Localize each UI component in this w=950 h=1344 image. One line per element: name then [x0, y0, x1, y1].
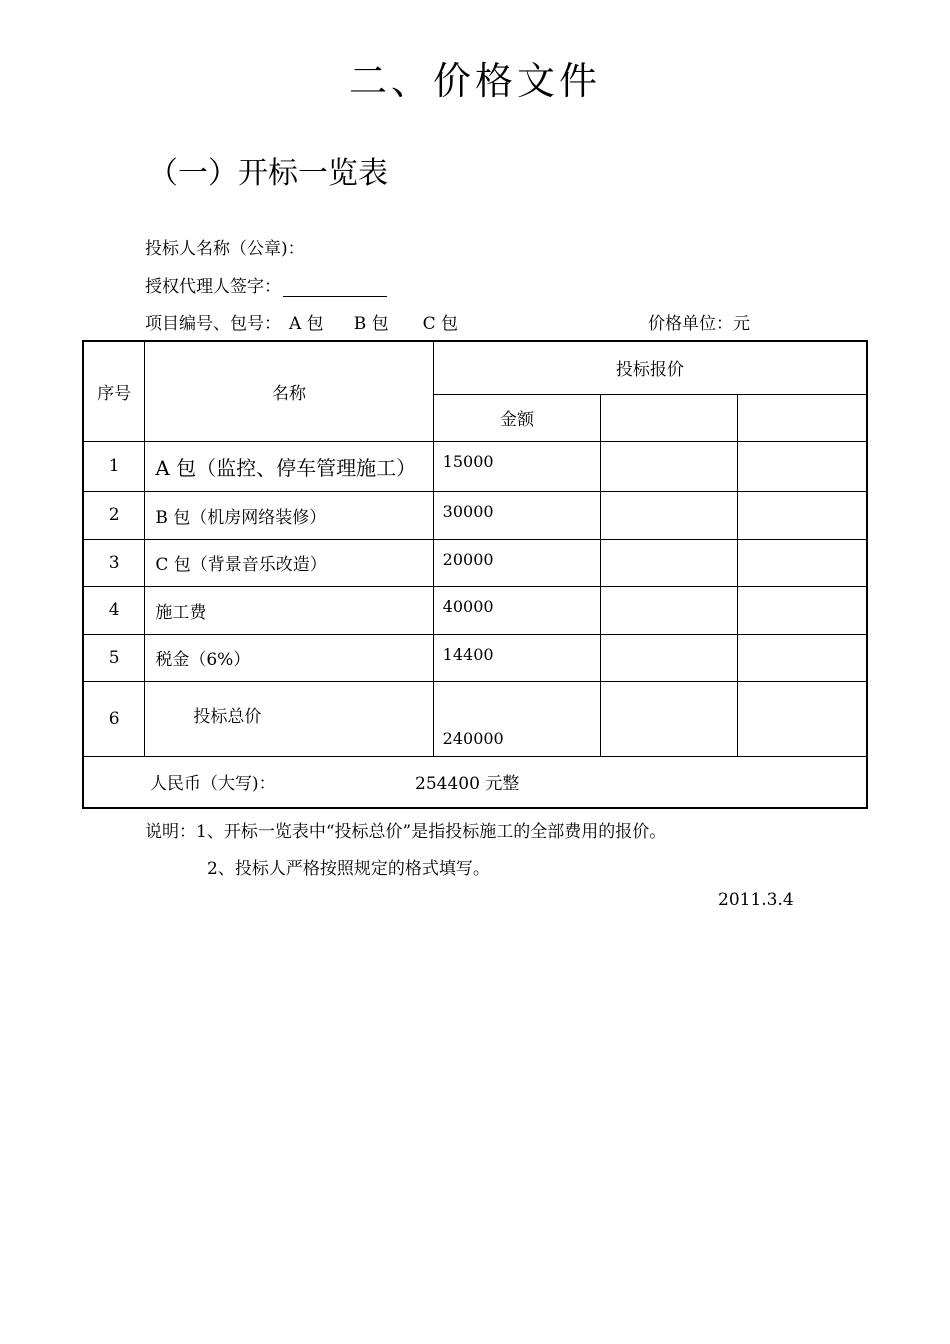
row-seq: 2 — [83, 491, 145, 539]
header-quote: 投标报价 — [433, 341, 867, 394]
empty-cell — [601, 539, 738, 586]
bid-summary-table — [82, 340, 868, 809]
row-seq: 1 — [83, 441, 145, 491]
document-date: 2011.3.4 — [718, 890, 794, 910]
row-seq: 5 — [83, 634, 145, 681]
row-amount: 30000 — [433, 491, 601, 539]
header-amount: 金额 — [433, 394, 601, 441]
rmb-total-row — [83, 756, 867, 808]
empty-cell — [601, 491, 738, 539]
empty-cell — [601, 586, 738, 634]
note-2: 2、投标人严格按照规定的格式填写。 — [207, 859, 490, 879]
empty-cell — [737, 634, 867, 681]
table-row — [83, 634, 867, 681]
row-name: B 包（机房网络装修） — [145, 491, 433, 539]
agent-signature-row — [145, 272, 387, 297]
header-name: 名称 — [145, 341, 433, 441]
empty-cell — [737, 586, 867, 634]
empty-cell — [737, 539, 867, 586]
empty-cell — [737, 441, 867, 491]
row-amount: 20000 — [433, 539, 601, 586]
header-empty-cell — [601, 394, 738, 441]
package-b: B 包 — [353, 314, 389, 334]
row-seq: 3 — [83, 539, 145, 586]
section-subtitle: （一）开标一览表 — [148, 156, 388, 191]
package-a: A 包 — [289, 314, 324, 334]
row-amount: 15000 — [433, 441, 601, 491]
table-row — [83, 586, 867, 634]
project-package-row — [145, 309, 785, 334]
signature-blank-line — [283, 278, 387, 297]
row-seq: 6 — [83, 681, 145, 756]
row-name: 施工费 — [145, 586, 433, 634]
empty-cell — [737, 681, 867, 756]
row-name: A 包（监控、停车管理施工） — [145, 441, 433, 491]
package-c: C 包 — [422, 314, 459, 334]
table-row — [83, 491, 867, 539]
row-name: C 包（背景音乐改造） — [145, 539, 433, 586]
row-name: 税金（6%） — [145, 634, 433, 681]
table-row — [83, 681, 867, 756]
table-row — [83, 441, 867, 491]
row-seq: 4 — [83, 586, 145, 634]
project-label: 项目编号、包号： — [145, 314, 281, 334]
document-title: 二、价格文件 — [348, 59, 601, 103]
empty-cell — [601, 681, 738, 756]
empty-cell — [737, 491, 867, 539]
agent-signature-label: 授权代理人签字： — [145, 277, 281, 297]
note-1: 说明：1、开标一览表中“投标总价”是指投标施工的全部费用的报价。 — [145, 822, 667, 842]
table-row — [83, 539, 867, 586]
empty-cell — [601, 634, 738, 681]
row-amount: 40000 — [433, 586, 601, 634]
row-amount: 240000 — [433, 681, 601, 756]
row-amount: 14400 — [433, 634, 601, 681]
bidder-name-label: 投标人名称（公章)： — [145, 239, 305, 259]
empty-cell — [601, 441, 738, 491]
row-name: 投标总价 — [145, 681, 433, 756]
header-seq: 序号 — [83, 341, 145, 441]
header-empty-cell — [737, 394, 867, 441]
rmb-label: 人民币（大写)： — [150, 774, 276, 795]
rmb-value: 254400 元整 — [415, 774, 520, 795]
price-unit: 价格单位：元 — [648, 314, 750, 334]
